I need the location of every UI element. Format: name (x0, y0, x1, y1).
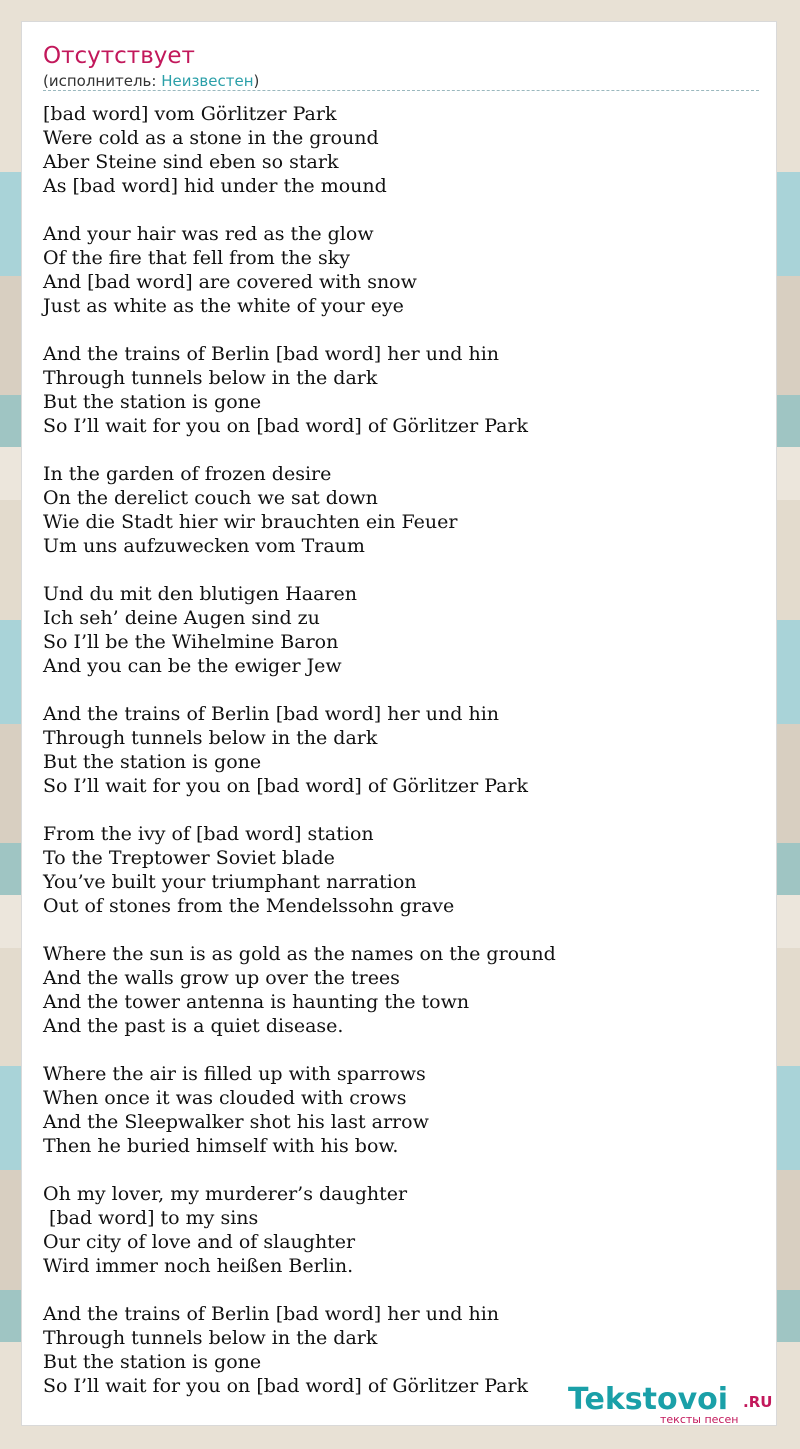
lyrics-line: In the garden of frozen desire (43, 463, 332, 485)
lyrics-line: Wie die Stadt hier wir brauchten ein Feuer (43, 511, 458, 533)
lyrics-stanza (43, 702, 759, 798)
lyrics-line: So I’ll wait for you on [bad word] of Görlitzer Park (43, 415, 529, 437)
lyrics-line: [bad word] to my sins (43, 1207, 259, 1229)
lyrics-line: Through tunnels below in the dark (43, 727, 378, 749)
lyrics-line: Oh my lover, my murderer’s daughter (43, 1183, 408, 1205)
lyrics-card (21, 21, 777, 1426)
lyrics-stanza (43, 1182, 759, 1278)
lyrics-line: On the derelict couch we sat down (43, 487, 378, 509)
lyrics-stanza (43, 942, 759, 1038)
artist-prefix: (исполнитель: (43, 72, 162, 90)
lyrics-line: Through tunnels below in the dark (43, 367, 378, 389)
song-title: Отсутствует (43, 43, 195, 69)
artist-link[interactable]: Неизвестен (161, 72, 254, 90)
lyrics-line: Through tunnels below in the dark (43, 1327, 378, 1349)
lyrics-line: You’ve built your triumphant narration (43, 871, 417, 893)
site-logo[interactable] (568, 1383, 778, 1429)
lyrics-line: Und du mit den blutigen Haaren (43, 583, 358, 605)
lyrics-line: And your hair was red as the glow (43, 223, 374, 245)
lyrics-line: And the trains of Berlin [bad word] her und hin (43, 1303, 500, 1325)
lyrics-line: And you can be the ewiger Jew (43, 655, 342, 677)
lyrics-line: Where the air is filled up with sparrows (43, 1063, 426, 1085)
artist-line (43, 71, 259, 91)
lyrics-line: Where the sun is as gold as the names on the ground (43, 943, 556, 965)
lyrics-line: And the trains of Berlin [bad word] her und hin (43, 343, 500, 365)
lyrics-line: Of the fire that fell from the sky (43, 247, 350, 269)
lyrics-stanza (43, 1062, 759, 1158)
lyrics-line: Wird immer noch heißen Berlin. (43, 1255, 354, 1277)
lyrics-line: But the station is gone (43, 1351, 262, 1373)
lyrics-line: Our city of love and of slaughter (43, 1231, 356, 1253)
title-divider (43, 90, 759, 91)
lyrics-stanza (43, 222, 759, 318)
lyrics-line: So I’ll wait for you on [bad word] of Görlitzer Park (43, 1375, 529, 1397)
lyrics-stanza (43, 582, 759, 678)
lyrics-line: And the tower antenna is haunting the town (43, 991, 470, 1013)
lyrics-line: And the walls grow up over the trees (43, 967, 400, 989)
lyrics-stanza (43, 102, 759, 198)
lyrics-stanza (43, 342, 759, 438)
lyrics-line: But the station is gone (43, 751, 262, 773)
lyrics-line: Just as white as the white of your eye (43, 295, 404, 317)
lyrics-text (43, 102, 759, 1422)
lyrics-line: When once it was clouded with crows (43, 1087, 407, 1109)
lyrics-line: And [bad word] are covered with snow (43, 271, 417, 293)
lyrics-line: So I’ll wait for you on [bad word] of Görlitzer Park (43, 775, 529, 797)
logo-tagline: тексты песен (660, 1413, 739, 1426)
lyrics-line: So I’ll be the Wihelmine Baron (43, 631, 339, 653)
lyrics-line: Out of stones from the Mendelssohn grave (43, 895, 455, 917)
lyrics-line: [bad word] vom Görlitzer Park (43, 103, 337, 125)
lyrics-line: But the station is gone (43, 391, 262, 413)
lyrics-stanza (43, 462, 759, 558)
lyrics-line: Ich seh’ deine Augen sind zu (43, 607, 320, 629)
artist-suffix: ) (253, 72, 260, 90)
lyrics-line: And the past is a quiet disease. (43, 1015, 344, 1037)
lyrics-line: As [bad word] hid under the mound (43, 175, 387, 197)
lyrics-line: Aber Steine sind eben so stark (43, 151, 339, 173)
logo-tld: .RU (743, 1393, 773, 1411)
lyrics-line: Were cold as a stone in the ground (43, 127, 379, 149)
lyrics-line: And the trains of Berlin [bad word] her und hin (43, 703, 500, 725)
lyrics-line: Um uns aufzuwecken vom Traum (43, 535, 365, 557)
lyrics-line: Then he buried himself with his bow. (43, 1135, 399, 1157)
lyrics-stanza (43, 822, 759, 918)
lyrics-line: To the Treptower Soviet blade (43, 847, 335, 869)
logo-wordmark: Tekstovoi (568, 1382, 729, 1417)
lyrics-line: From the ivy of [bad word] station (43, 823, 374, 845)
lyrics-line: And the Sleepwalker shot his last arrow (43, 1111, 429, 1133)
